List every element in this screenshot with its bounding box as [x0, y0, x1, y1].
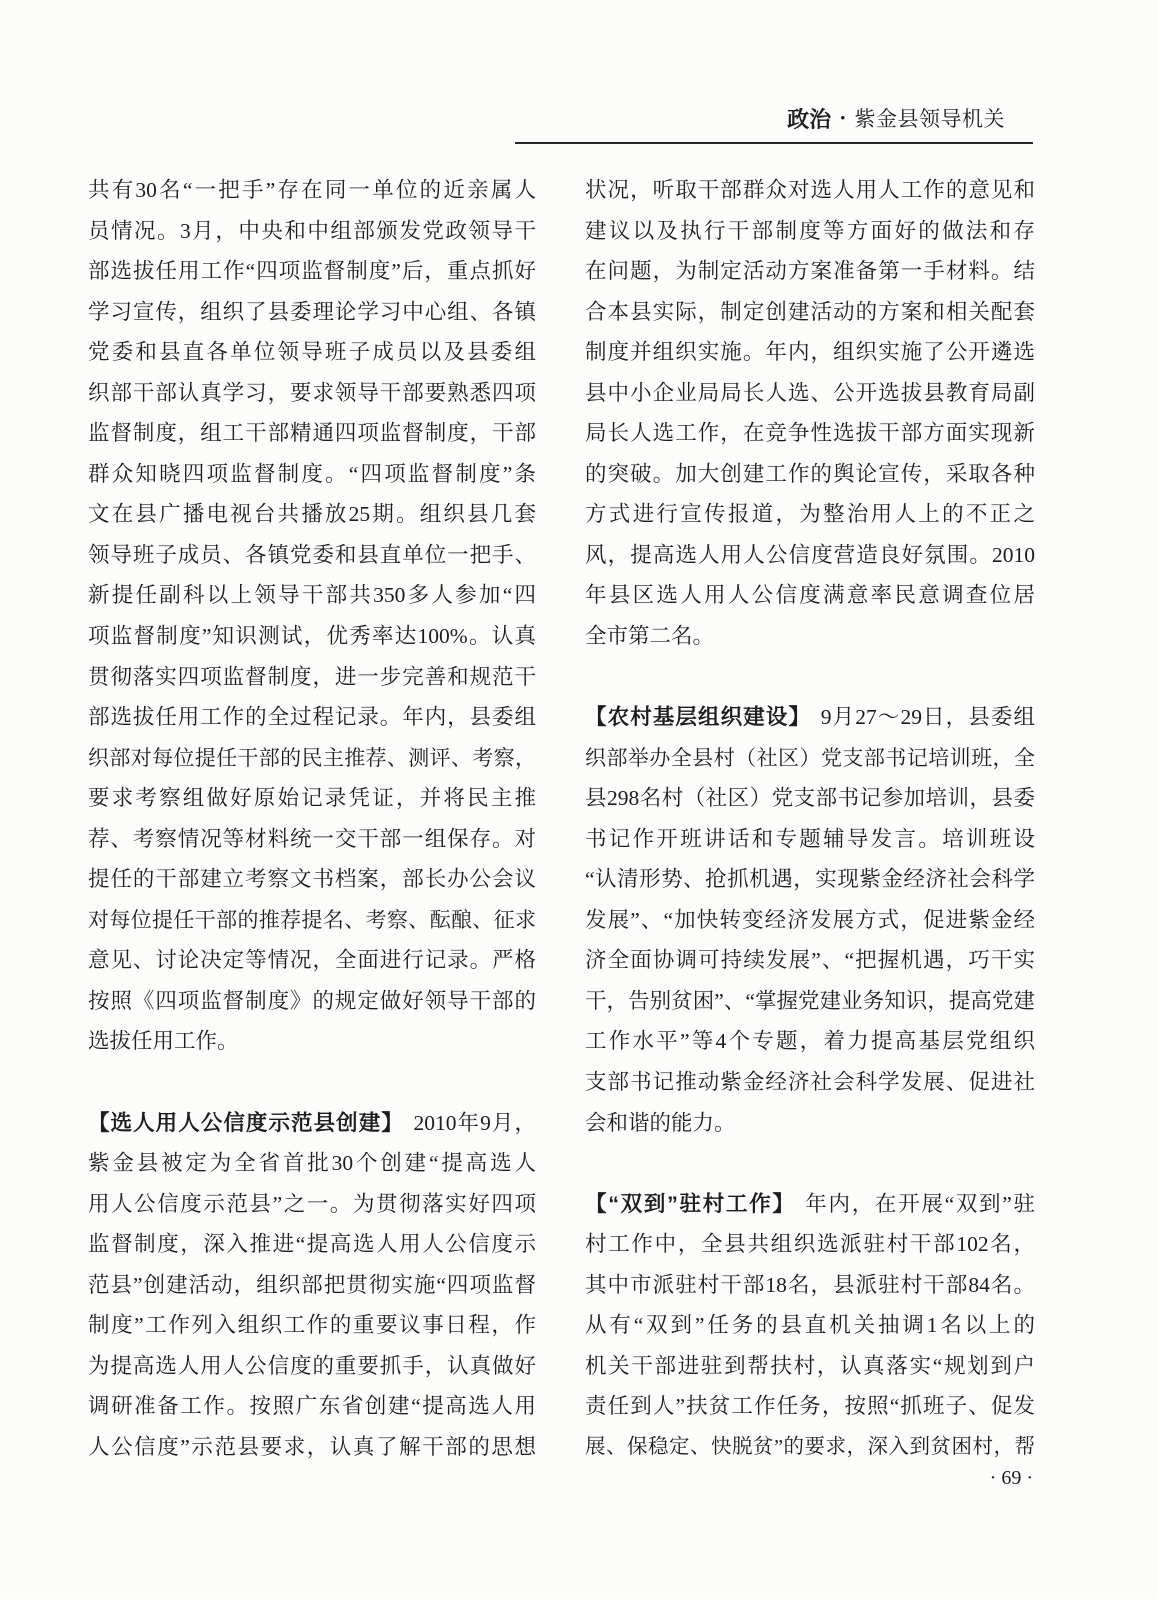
text-line	[585, 697, 1035, 738]
line-text: 2010年9月，	[413, 1110, 536, 1135]
header-rule	[515, 142, 1033, 144]
text-line: 意见、讨论决定等情况，全面进行记录。严格	[88, 948, 536, 973]
text-line: 从有“双到”任务的县直机关抽调1名以上的	[585, 1313, 1035, 1338]
text-line: 项监督制度”知识测试，优秀率达100%。认真	[88, 624, 536, 649]
section-label: 政治	[787, 106, 832, 132]
text-line: 县中小企业局局长人选、公开选拔县教育局副	[585, 380, 1035, 405]
text-line	[585, 1184, 1035, 1225]
text-line: 县298名村（社区）党支部书记参加培训，县委	[585, 786, 1035, 811]
text-line: 范县”创建活动，组织部把贯彻实施“四项监督	[88, 1272, 536, 1297]
text-line: 状况，听取干部群众对选人用人工作的意见和	[585, 178, 1035, 202]
text-line: 济全面协调可持续发展”、“把握机遇，巧干实	[585, 948, 1035, 973]
text-line: 党委和县直各单位领导班子成员以及县委组	[88, 340, 536, 365]
text-line: 工作水平”等4个专题，着力提高基层党组织	[585, 1029, 1035, 1054]
text-line: 用人公信度示范县”之一。为贯彻落实好四项	[88, 1191, 536, 1216]
left-column	[88, 170, 536, 1508]
section-paragraph	[88, 1103, 536, 1468]
text-line: 方式进行宣传报道，为整治用人上的不正之	[585, 502, 1035, 527]
text-line: 制度”工作列入组织工作的重要议事日程，作	[88, 1313, 536, 1338]
text-line: 织部对每位提任干部的民主推荐、测评、考察，	[88, 745, 536, 770]
text-line: 机关干部进驻到帮扶村，认真落实“规划到户	[585, 1353, 1035, 1378]
text-line: 文在县广播电视台共播放25期。组织县几套	[88, 502, 536, 527]
text-line: 责任到人”扶贫工作任务，按照“抓班子、促发	[585, 1394, 1035, 1419]
text-line: 织部举办全县村（社区）党支部书记培训班，全	[585, 745, 1035, 770]
text-line: 对每位提任干部的推荐提名、考察、酝酿、征求	[88, 907, 536, 932]
text-line: 提任的干部建立考察文书档案，部长办公会议	[88, 867, 536, 892]
text-line: 监督制度，深入推进“提高选人用人公信度示	[88, 1232, 536, 1257]
running-header	[760, 101, 1005, 135]
text-line: 新提任副科以上领导干部共350多人参加“四	[88, 583, 536, 608]
text-line: 在问题，为制定活动方案准备第一手材料。结	[585, 259, 1035, 284]
text-line: 的突破。加大创建工作的舆论宣传，采取各种	[585, 461, 1035, 486]
text-line: 展、保稳定、快脱贫”的要求，深入到贫困村，帮	[585, 1435, 1035, 1458]
header-title: 紫金县领导机关	[854, 107, 1005, 131]
text-line: 会和谐的能力。	[585, 1110, 736, 1135]
text-line: 调研准备工作。按照广东省创建“提高选人用	[88, 1394, 536, 1419]
text-line: 发展”、“加快转变经济发展方式，促进紫金经	[585, 907, 1035, 932]
text-line: 其中市派驻村干部18名，县派驻村干部84名。	[585, 1272, 1035, 1297]
text-line: 年县区选人用人公信度满意率民意调查位居	[585, 583, 1035, 608]
text-line: 监督制度，组工干部精通四项监督制度，干部	[88, 421, 536, 446]
section-heading: 【农村基层组织建设】	[585, 705, 812, 730]
right-column	[585, 170, 1035, 1508]
text-line	[88, 1103, 536, 1144]
section-heading: 【“双到”驻村工作】	[585, 1191, 796, 1216]
text-line: 群众知晓四项监督制度。“四项监督制度”条	[88, 461, 536, 486]
text-line: 部选拔任用工作“四项监督制度”后，重点抓好	[88, 259, 536, 284]
text-line: 村工作中，全县共组织选派驻村干部102名，	[585, 1232, 1035, 1257]
text-line: 领导班子成员、各镇党委和县直单位一把手、	[88, 542, 536, 567]
text-line: 支部书记推动紫金经济社会科学发展、促进社	[585, 1070, 1035, 1095]
text-line: 人公信度”示范县要求，认真了解干部的思想	[88, 1434, 536, 1459]
text-line: 选拔任用工作。	[88, 1029, 239, 1054]
text-line: “认清形势、抢抓机遇，实现紫金经济社会科学	[585, 867, 1035, 892]
section-paragraph	[585, 1184, 1035, 1468]
text-line: 为提高选人用人公信度的重要抓手，认真做好	[88, 1353, 536, 1378]
text-line: 书记作开班讲话和专题辅导发言。培训班设	[585, 826, 1035, 851]
text-line: 部选拔任用工作的全过程记录。年内，县委组	[88, 705, 536, 730]
page-number: · 69 ·	[989, 1467, 1033, 1489]
section-heading: 【选人用人公信度示范县创建】	[88, 1110, 404, 1135]
text-line: 制度并组织实施。年内，组织实施了公开遴选	[585, 340, 1035, 365]
text-line: 建议以及执行干部制度等方面好的做法和存	[585, 218, 1035, 243]
text-line: 紫金县被定为全省首批30个创建“提高选人	[88, 1151, 536, 1176]
text-line: 局长人选工作，在竞争性选拔干部方面实现新	[585, 421, 1035, 446]
text-line: 荐、考察情况等材料统一交干部一组保存。对	[88, 826, 536, 851]
section-paragraph	[585, 697, 1035, 1143]
body-paragraph	[88, 170, 536, 1062]
text-line: 要求考察组做好原始记录凭证，并将民主推	[88, 786, 536, 811]
text-line: 风，提高选人用人公信度营造良好氛围。2010	[585, 542, 1035, 567]
text-line: 合本县实际，制定创建活动的方案和相关配套	[585, 299, 1035, 324]
line-text: 9月27～29日，县委组	[820, 705, 1035, 730]
text-line: 共有30名“一把手”存在同一单位的近亲属人	[88, 178, 536, 202]
line-text: 年内，在开展“双到”驻	[805, 1191, 1035, 1216]
text-line: 全市第二名。	[585, 624, 715, 649]
text-line: 贯彻落实四项监督制度，进一步完善和规范干	[88, 664, 536, 689]
header-separator: ·	[839, 105, 847, 130]
text-line: 员情况。3月，中央和中组部颁发党政领导干	[88, 218, 536, 243]
text-line: 学习宣传，组织了县委理论学习中心组、各镇	[88, 299, 536, 324]
text-line: 按照《四项监督制度》的规定做好领导干部的	[88, 988, 536, 1013]
body-paragraph	[585, 170, 1035, 657]
text-line: 织部干部认真学习，要求领导干部要熟悉四项	[88, 380, 536, 405]
text-line: 干，告别贫困”、“掌握党建业务知识，提高党建	[585, 988, 1035, 1013]
